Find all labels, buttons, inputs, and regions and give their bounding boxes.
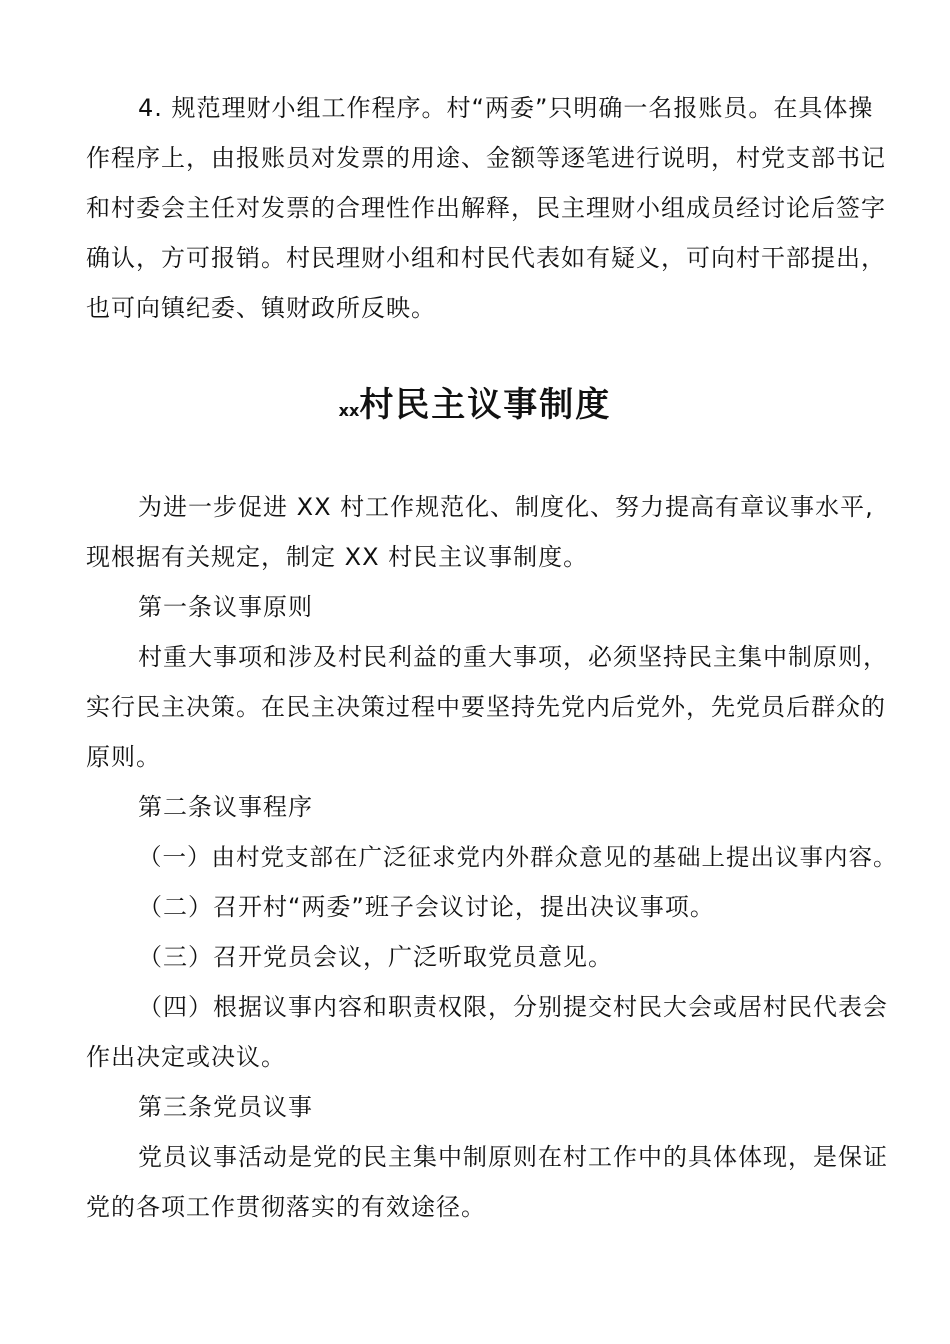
article1-heading: 第一条议事原则 (138, 593, 313, 621)
para1-line-5: 也可向镇纪委、镇财政所反映。 (86, 294, 436, 322)
intro-line-1: 为进一步促进 XX 村工作规范化、制度化、努力提高有章议事水平, (138, 493, 874, 521)
article1-line-1: 村重大事项和涉及村民利益的重大事项，必须坚持民主集中制原则， (138, 643, 888, 671)
article3-line-1: 党员议事活动是党的民主集中制原则在村工作中的具体体现，是保证 (138, 1143, 888, 1171)
para1-line-3: 和村委会主任对发票的合理性作出解释，民主理财小组成员经讨论后签字 (86, 194, 886, 222)
article1-line-2: 实行民主决策。在民主决策过程中要坚持先党内后党外，先党员后群众的 (86, 693, 886, 721)
article2-item-1: （一）由村党支部在广泛征求党内外群众意见的基础上提出议事内容。 (138, 843, 898, 871)
para1-line-2: 作程序上，由报账员对发票的用途、金额等逐笔进行说明，村党支部书记 (86, 144, 886, 172)
article2-item-3: （三）召开党员会议，广泛听取党员意见。 (138, 943, 613, 971)
title-prefix: xx (338, 401, 360, 420)
article2-item-4-line-2: 作出决定或决议。 (86, 1043, 286, 1071)
title-main: 村民主议事制度 (359, 385, 612, 425)
article3-heading: 第三条党员议事 (138, 1093, 313, 1121)
article1-line-3: 原则。 (86, 743, 161, 771)
intro-line-2: 现根据有关规定，制定 XX 村民主议事制度。 (86, 543, 589, 571)
document-title (0, 380, 950, 436)
para1-line-1: 4. 规范理财小组工作程序。村“两委”只明确一名报账员。在具体操 (138, 94, 874, 122)
article3-line-2: 党的各项工作贯彻落实的有效途径。 (86, 1193, 486, 1221)
para1-line-4: 确认，方可报销。村民理财小组和村民代表如有疑义，可向村干部提出， (86, 244, 886, 272)
article2-item-4-line-1: （四）根据议事内容和职责权限，分别提交村民大会或居村民代表会 (138, 993, 888, 1021)
article2-heading: 第二条议事程序 (138, 793, 313, 821)
article2-item-2: （二）召开村“两委”班子会议讨论，提出决议事项。 (138, 893, 715, 921)
